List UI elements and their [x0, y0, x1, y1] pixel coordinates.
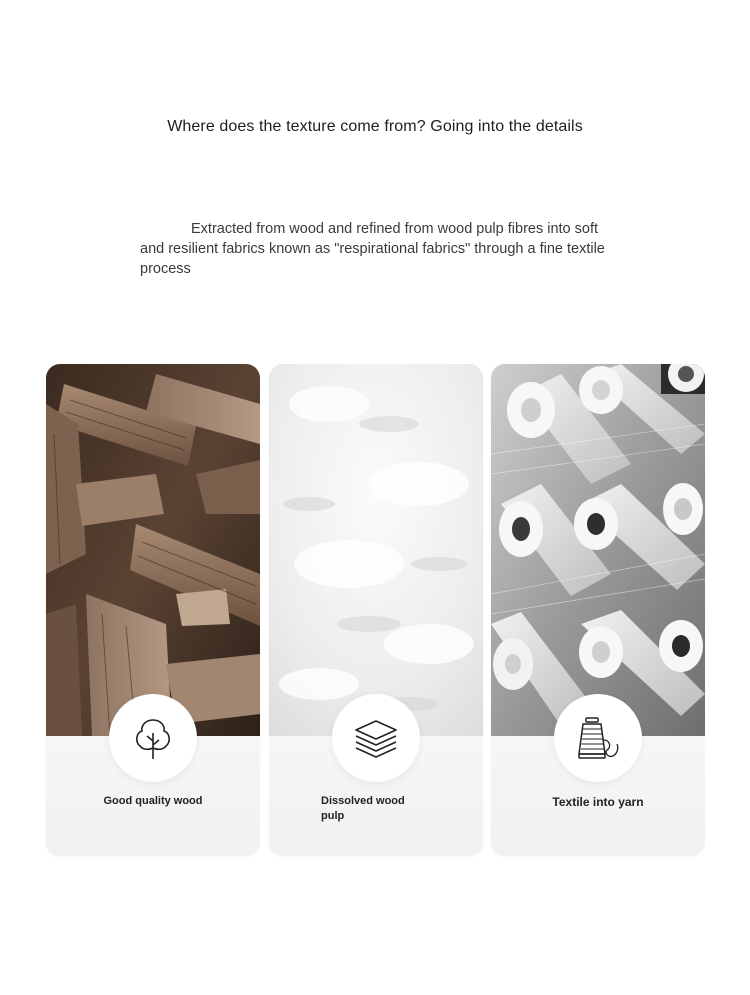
yarn-spool-icon: [573, 714, 623, 762]
step-card-pulp: [269, 364, 483, 856]
section-heading: Where does the texture come from? Going into the details: [167, 118, 583, 135]
process-steps: [46, 364, 706, 856]
layers-icon: [352, 718, 400, 758]
step-card-wood: [46, 364, 260, 856]
yarn-badge: [554, 694, 642, 782]
yarn-spools-photo: [491, 364, 705, 736]
wood-pulp-photo: [269, 364, 483, 736]
tree-icon: [130, 715, 176, 761]
step-label-yarn: Textile into yarn: [552, 795, 644, 809]
wood-chips-photo: [46, 364, 260, 736]
step-card-yarn: [491, 364, 705, 856]
step-label-wood: Good quality wood: [103, 795, 203, 807]
tree-badge: [109, 694, 197, 782]
layers-badge: [332, 694, 420, 782]
step-label-pulp: Dissolved wood pulp: [321, 795, 405, 822]
section-description: Extracted from wood and refined from wood pulp fibres into soft and resilient fabrics known as "respirational fabrics" through a fine textile process: [140, 220, 605, 277]
